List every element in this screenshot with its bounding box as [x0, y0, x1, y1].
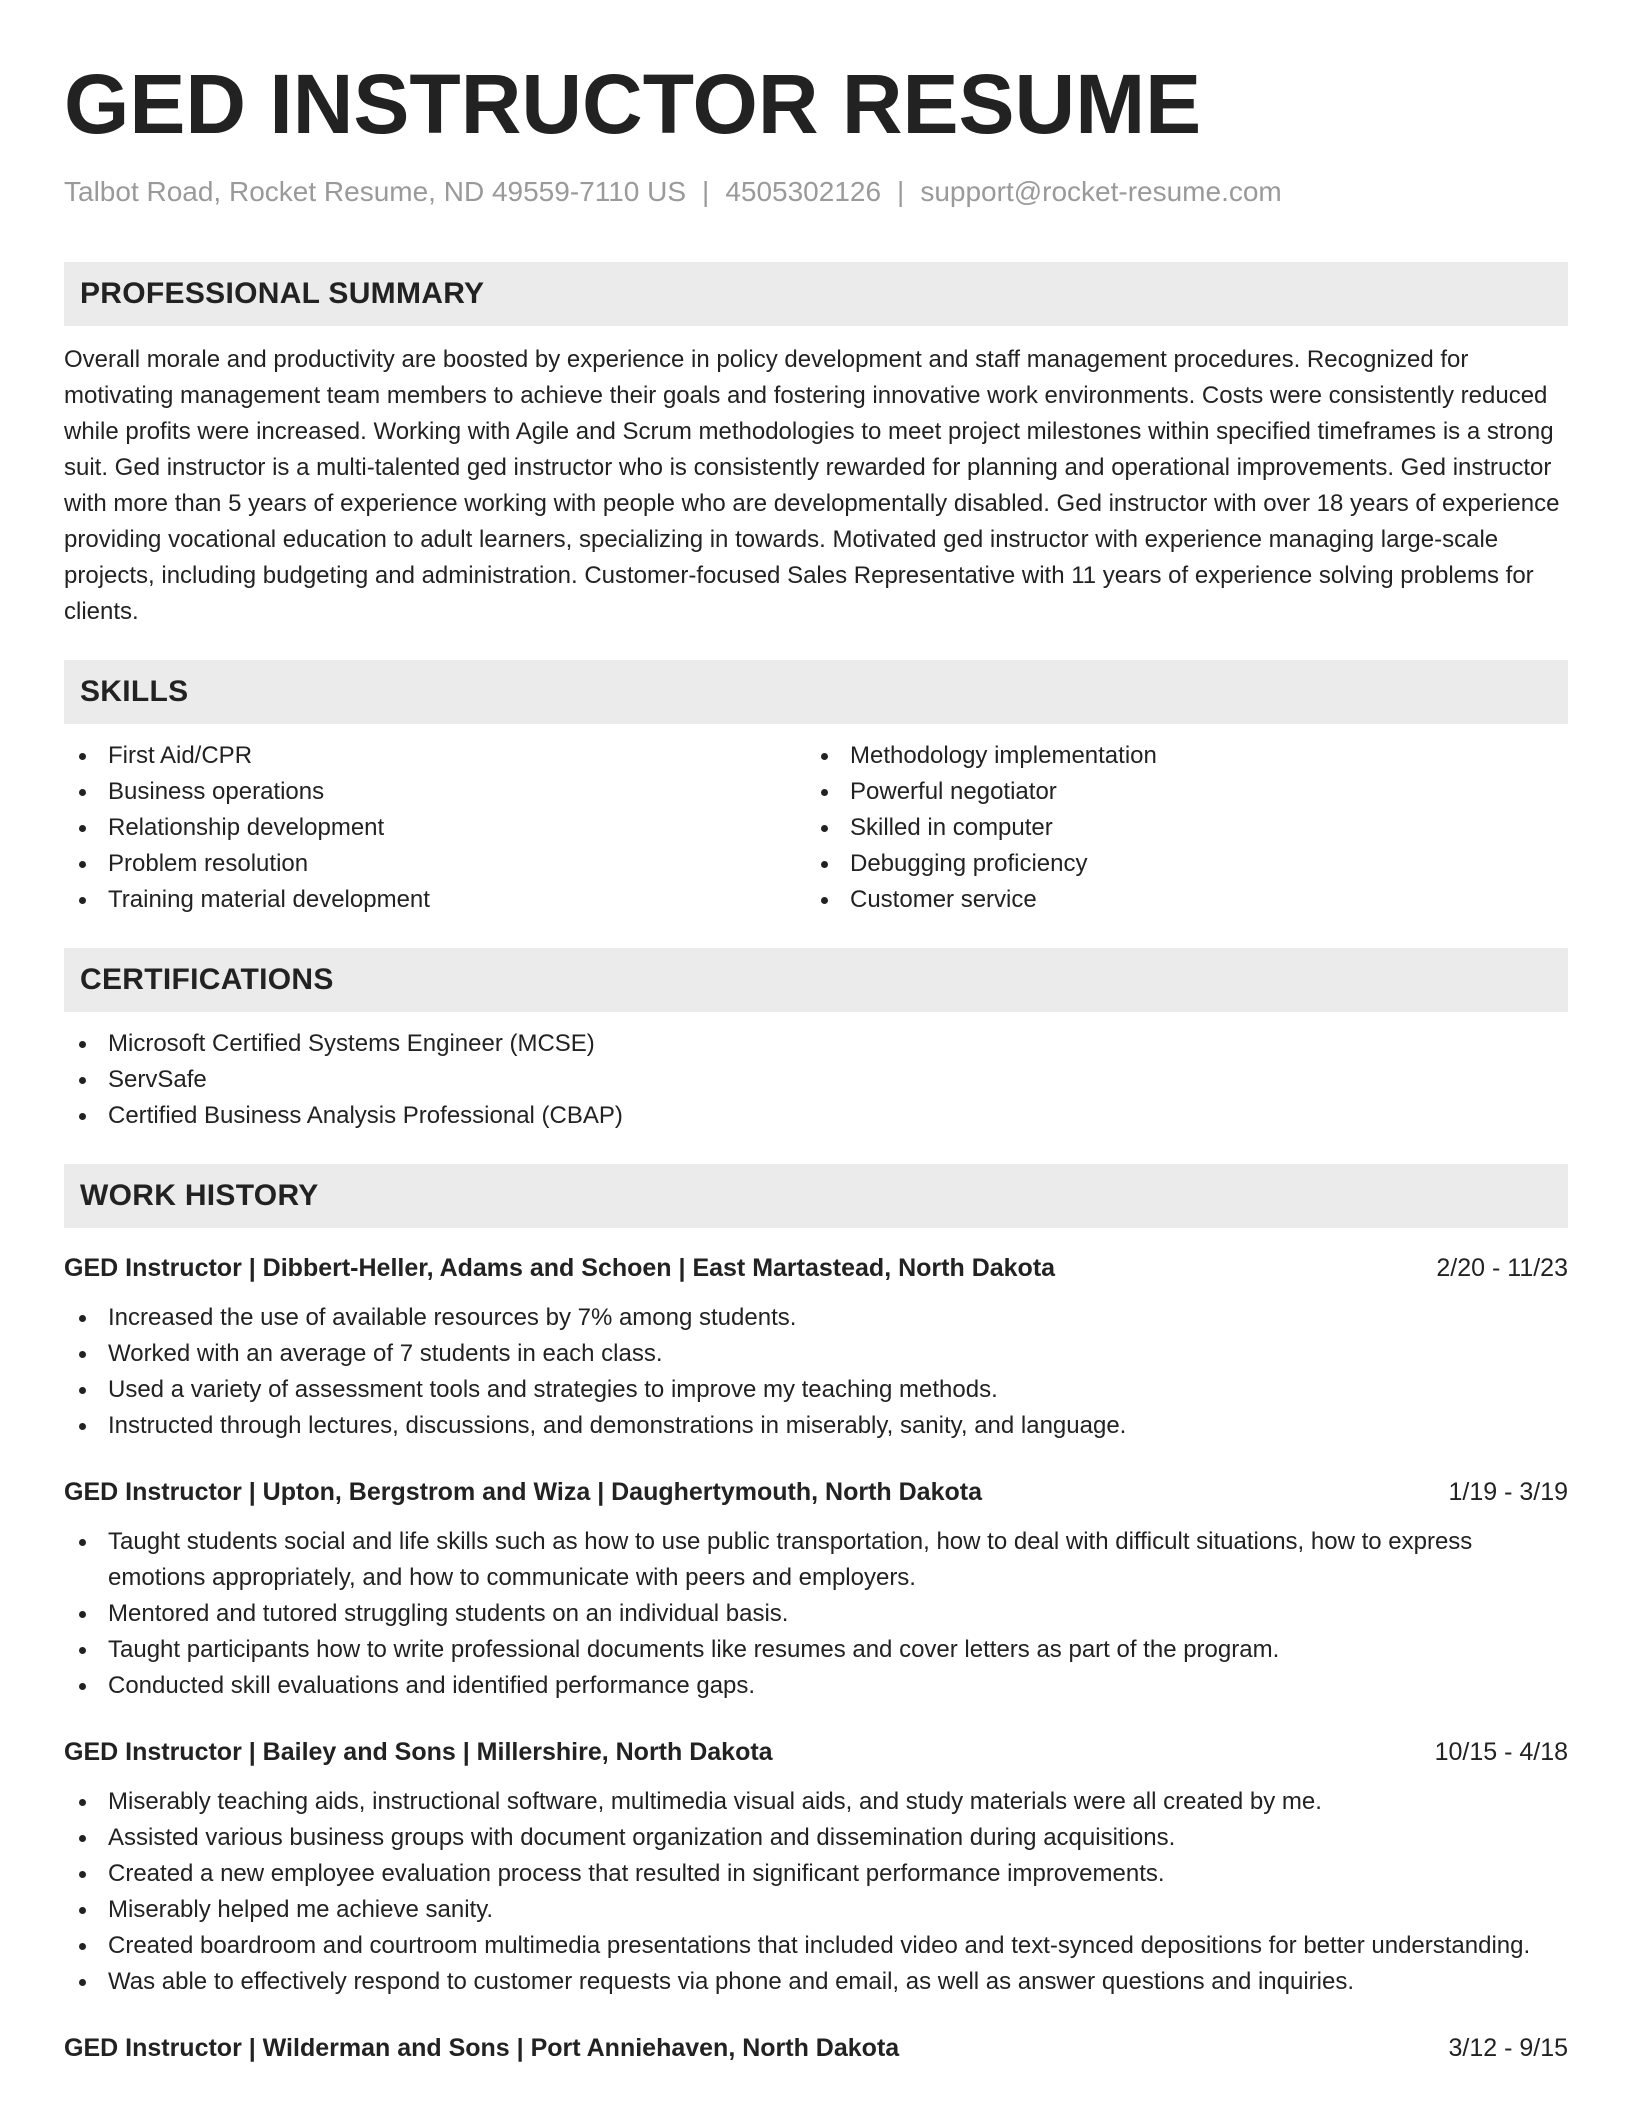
job-duty-item: Miserably helped me achieve sanity.: [64, 1892, 1568, 1928]
contact-separator: |: [897, 176, 905, 207]
job-duty-item: Worked with an average of 7 students in each class.: [64, 1336, 1568, 1372]
job-duties-list: [64, 1300, 1568, 1444]
job-entry: [64, 1474, 1568, 1704]
job-header: [64, 1474, 1568, 1510]
skills-grid: [64, 738, 1568, 918]
certifications-list: [64, 1026, 1568, 1134]
job-header: [64, 2030, 1568, 2066]
job-dates: 3/12 - 9/15: [1448, 2034, 1568, 2062]
skill-item: Powerful negotiator: [806, 774, 1548, 810]
job-duty-item: Was able to effectively respond to customer requests via phone and email, as well as answer questions and inquiries.: [64, 1964, 1568, 2000]
contact-address: Talbot Road, Rocket Resume, ND 49559-7110 US: [64, 176, 687, 207]
certification-item: ServSafe: [64, 1062, 1568, 1098]
work-history-section-title: WORK HISTORY: [80, 1179, 319, 1212]
job-duties-list: [64, 1784, 1568, 2000]
skill-item: Relationship development: [64, 810, 806, 846]
contact-phone: 4505302126: [725, 176, 882, 207]
certification-item: Certified Business Analysis Professional (CBAP): [64, 1098, 1568, 1134]
job-entry: [64, 1734, 1568, 2000]
resume-page: [64, 0, 1568, 2066]
job-duty-item: Assisted various business groups with document organization and dissemination during acquisitions.: [64, 1820, 1568, 1856]
job-title: GED Instructor | Upton, Bergstrom and Wiza | Daughertymouth, North Dakota: [64, 1478, 982, 1506]
skill-item: Problem resolution: [64, 846, 806, 882]
job-entry: [64, 1250, 1568, 1444]
job-title: GED Instructor | Bailey and Sons | Millershire, North Dakota: [64, 1738, 773, 1766]
contact-email: support@rocket-resume.com: [920, 176, 1282, 207]
job-duty-item: Taught students social and life skills such as how to use public transportation, how to deal with difficult situations, how to express emotions appropriately, and how to communicate with peers and employers.: [64, 1524, 1568, 1596]
job-duty-item: Instructed through lectures, discussions, and demonstrations in miserably, sanity, and language.: [64, 1408, 1568, 1444]
job-title: GED Instructor | Wilderman and Sons | Port Anniehaven, North Dakota: [64, 2034, 900, 2062]
job-duty-item: Created a new employee evaluation process that resulted in significant performance improvements.: [64, 1856, 1568, 1892]
job-duties-list: [64, 1524, 1568, 1704]
job-duty-item: Created boardroom and courtroom multimedia presentations that included video and text-synced depositions for better understanding.: [64, 1928, 1568, 1964]
skill-item: Debugging proficiency: [806, 846, 1548, 882]
certifications-section-header: [64, 948, 1568, 1012]
certifications-section-title: CERTIFICATIONS: [80, 963, 334, 996]
contact-line: [64, 174, 1568, 210]
certification-item: Microsoft Certified Systems Engineer (MCSE): [64, 1026, 1568, 1062]
job-header: [64, 1734, 1568, 1770]
work-history-section-header: [64, 1164, 1568, 1228]
job-duty-item: Miserably teaching aids, instructional software, multimedia visual aids, and study materials were all created by me.: [64, 1784, 1568, 1820]
job-header: [64, 1250, 1568, 1286]
job-duty-item: Taught participants how to write professional documents like resumes and cover letters as part of the program.: [64, 1632, 1568, 1668]
job-duty-item: Used a variety of assessment tools and strategies to improve my teaching methods.: [64, 1372, 1568, 1408]
summary-section-title: PROFESSIONAL SUMMARY: [80, 277, 485, 310]
skills-list-left: [64, 738, 806, 918]
job-dates: 10/15 - 4/18: [1434, 1738, 1568, 1766]
resume-title: GED INSTRUCTOR RESUME: [64, 57, 1202, 151]
summary-section-header: [64, 262, 1568, 326]
job-dates: 2/20 - 11/23: [1436, 1254, 1568, 1282]
summary-paragraph: Overall morale and productivity are boosted by experience in policy development and staff management procedures. Recognized for motivating management team members to achieve their goals and fostering innovative work environments. Costs were consistently reduced while profits were increased. Working with Agile and Scrum methodologies to meet project milestones within specified timeframes is a strong suit. Ged instructor is a multi-talented ged instructor who is consistently rewarded for planning and operational improvements. Ged instructor with more than 5 years of experience working with people who are developmentally disabled. Ged instructor with over 18 years of experience providing vocational education to adult learners, specializing in towards. Motivated ged instructor with experience managing large-scale projects, including budgeting and administration. Customer-focused Sales Representative with 11 years of experience solving problems for clients.: [64, 346, 1560, 625]
job-title: GED Instructor | Dibbert-Heller, Adams and Schoen | East Martastead, North Dakota: [64, 1254, 1056, 1282]
job-duty-item: Conducted skill evaluations and identified performance gaps.: [64, 1668, 1568, 1704]
skills-list-right: [806, 738, 1548, 918]
contact-separator: |: [702, 176, 710, 207]
skills-section-header: [64, 660, 1568, 724]
skill-item: First Aid/CPR: [64, 738, 806, 774]
skill-item: Customer service: [806, 882, 1548, 918]
job-duty-item: Mentored and tutored struggling students on an individual basis.: [64, 1596, 1568, 1632]
skill-item: Training material development: [64, 882, 806, 918]
skill-item: Business operations: [64, 774, 806, 810]
job-entry: [64, 2030, 1568, 2066]
job-duty-item: Increased the use of available resources by 7% among students.: [64, 1300, 1568, 1336]
job-dates: 1/19 - 3/19: [1448, 1478, 1568, 1506]
skill-item: Methodology implementation: [806, 738, 1548, 774]
skill-item: Skilled in computer: [806, 810, 1548, 846]
skills-section-title: SKILLS: [80, 675, 189, 708]
